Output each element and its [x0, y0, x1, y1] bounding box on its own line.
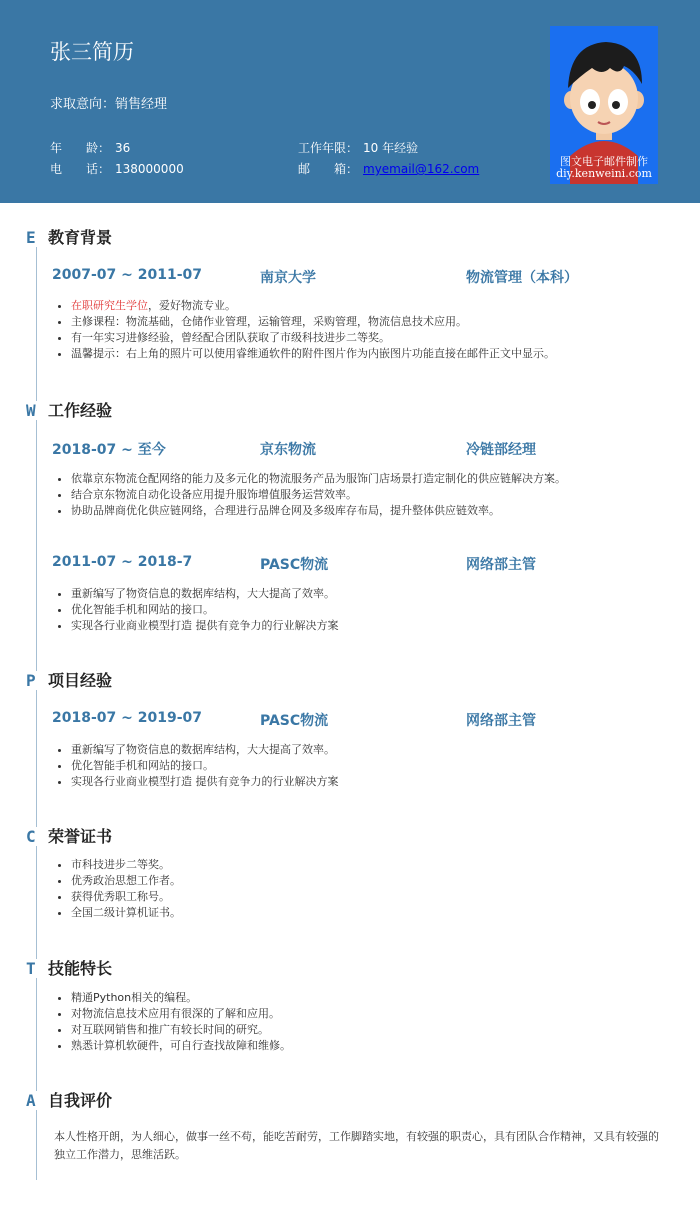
work-section-title [26, 398, 112, 421]
self-eval-title: 自我评价 [48, 1091, 113, 1110]
skills-title: 技能特长 [48, 959, 113, 978]
project-title: 项目经验 [48, 671, 113, 690]
list-item: • 对物流信息技术应用有很深的了解和应用。 [71, 1006, 291, 1022]
list-item: • 优化智能手机和网站的接口。 [71, 758, 339, 774]
self-eval-section-title [26, 1088, 112, 1111]
project-section-title [26, 668, 112, 691]
job2-role: 网络部主管 [466, 557, 536, 573]
work-years-row [298, 139, 418, 156]
resume-header [0, 0, 700, 203]
age-row [50, 139, 130, 156]
education-date: 2007-07 ~ 2011-07 [52, 267, 202, 283]
resume-name: 张三简历 [50, 40, 134, 64]
photo-watermark-line1: 图文电子邮件制作 [560, 155, 648, 168]
phone-value: 138000000 [115, 162, 184, 176]
list-item: • 有一年实习进修经验，曾经配合团队获取了市级科技进步二等奖。 [71, 330, 555, 346]
certificates-title: 荣誉证书 [48, 827, 113, 846]
education-section-title [26, 225, 112, 248]
list-item: • 重新编写了物资信息的数据库结构，大大提高了效率。 [71, 742, 339, 758]
degree-rest: ，爱好物流专业。 [148, 299, 236, 312]
work-years-value: 10 年经验 [363, 141, 419, 155]
education-school: 南京大学 [260, 270, 316, 286]
job1-date: 2018-07 ~ 至今 [52, 442, 166, 458]
self-eval-letter: A [26, 1091, 44, 1110]
profile-photo [550, 26, 658, 184]
list-item: • 精通Python相关的编程。 [71, 990, 291, 1006]
list-item: • 熟悉计算机软硬件，可自行查找故障和维修。 [71, 1038, 291, 1054]
list-item: • 依靠京东物流仓配网络的能力及多元化的物流服务产品为服饰门店场景打造定制化的供应链解决方案。 [71, 471, 566, 487]
job2-bullets [56, 586, 339, 634]
age-value: 36 [115, 141, 131, 155]
list-item: • 全国二级计算机证书。 [71, 905, 181, 921]
phone-row [50, 160, 184, 177]
list-item: • 主修课程：物流基础，仓储作业管理，运输管理，采购管理，物流信息技术应用。 [71, 314, 555, 330]
list-item: • 优化智能手机和网站的接口。 [71, 602, 339, 618]
work-title: 工作经验 [48, 401, 113, 420]
list-item: • 实现各行业商业模型打造 提供有竞争力的行业解决方案 [71, 618, 339, 634]
education-letter: E [26, 228, 44, 247]
list-item [71, 298, 555, 314]
list-item: • 市科技进步二等奖。 [71, 857, 181, 873]
job2-company: PASC物流 [260, 557, 329, 573]
work-letter: W [26, 401, 44, 420]
project-bullets [56, 742, 339, 790]
job1-bullets [56, 471, 566, 519]
work-years-label: 工作年限： [298, 141, 359, 155]
email-row [298, 160, 479, 177]
skills-section-title [26, 956, 112, 979]
education-major: 物流管理（本科） [466, 270, 578, 286]
email-link[interactable]: myemail@162.com [363, 162, 480, 176]
list-item: • 对互联网销售和推广有较长时间的研究。 [71, 1022, 291, 1038]
list-item: • 实现各行业商业模型打造 提供有竞争力的行业解决方案 [71, 774, 339, 790]
certificates-section-title [26, 824, 112, 847]
list-item: • 结合京东物流自动化设备应用提升服饰增值服务运营效率。 [71, 487, 566, 503]
degree-highlight: 在职研究生学位 [71, 299, 148, 312]
list-item: • 优秀政治思想工作者。 [71, 873, 181, 889]
phone-label: 电 话： [50, 162, 111, 176]
certificates-bullets [56, 857, 181, 921]
skills-letter: T [26, 959, 44, 978]
age-label: 年 龄： [50, 141, 111, 155]
project-date: 2018-07 ~ 2019-07 [52, 710, 202, 726]
list-item: • 温馨提示：右上角的照片可以使用睿维通软件的附件图片作为内嵌图片功能直接在邮件正文中显示。 [71, 346, 555, 362]
education-bullets [56, 298, 555, 362]
self-eval-text: 本人性格开朗，为人细心，做事一丝不苟，能吃苦耐劳，工作脚踏实地，有较强的职责心，具有团队合作精神，又具有较强的独立工作潜力，思维活跃。 [54, 1130, 659, 1161]
list-item: • 重新编写了物资信息的数据库结构，大大提高了效率。 [71, 586, 339, 602]
job1-company: 京东物流 [260, 442, 316, 458]
certificates-letter: C [26, 827, 44, 846]
timeline-line [36, 240, 37, 1180]
email-label: 邮 箱： [298, 162, 359, 176]
job-objective: 求取意向：销售经理 [50, 97, 168, 112]
project-role: 网络部主管 [466, 713, 536, 729]
list-item: • 获得优秀职工称号。 [71, 889, 181, 905]
project-company: PASC物流 [260, 713, 329, 729]
skills-bullets [56, 990, 291, 1054]
list-item: • 协助品牌商优化供应链网络，合理进行品牌仓网及多级库存布局，提升整体供应链效率。 [71, 503, 566, 519]
job1-role: 冷链部经理 [466, 442, 536, 458]
project-letter: P [26, 671, 44, 690]
job2-date: 2011-07 ~ 2018-7 [52, 554, 193, 570]
photo-watermark-line2: diy.kenweini.com [556, 167, 652, 180]
education-title: 教育背景 [48, 228, 113, 247]
